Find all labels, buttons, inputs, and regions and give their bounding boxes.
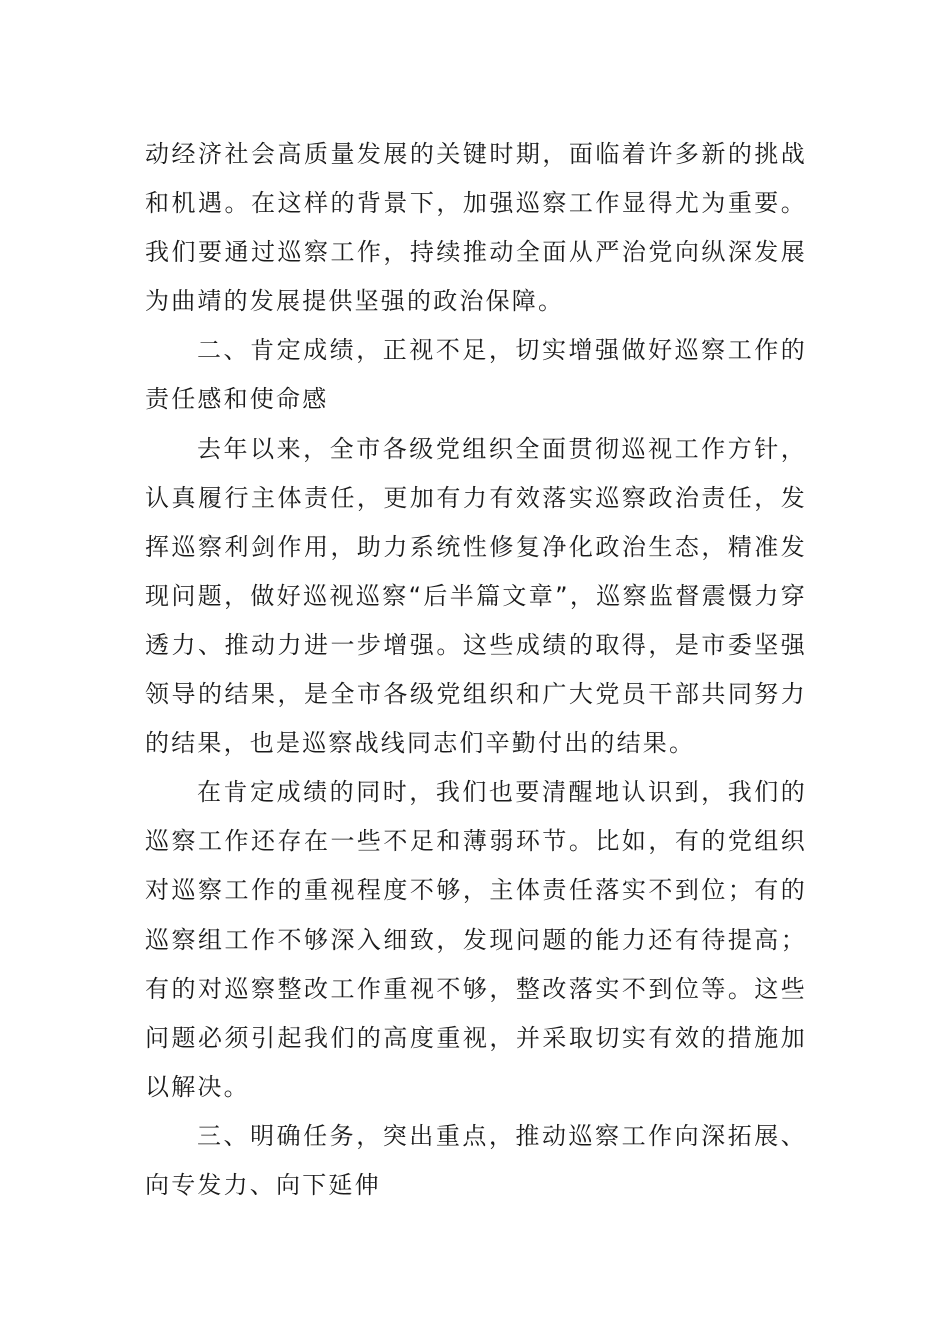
section-heading-two: 二、肯定成绩，正视不足，切实增强做好巡察工作的责任感和使命感 xyxy=(145,336,807,414)
section-heading-three: 三、明确任务，突出重点，推动巡察工作向深拓展、向专发力、向下延伸 xyxy=(145,1121,807,1199)
paragraph-shortcomings: 在肯定成绩的同时，我们也要清醒地认识到，我们的巡察工作还存在一些不足和薄弱环节。比如，有的党组织对巡察工作的重视程度不够，主体责任落实不到位；有的巡察组工作不够深入细致，发现问题的能力还有待提高；有的对巡察整改工作重视不够，整改落实不到位等。这些问题必须引起我们的高度重视，并采取切实有效的措施加以解决。 xyxy=(145,778,807,1101)
paragraph-continuation: 动经济社会高质量发展的关键时期，面临着许多新的挑战和机遇。在这样的背景下，加强巡察工作显得尤为重要。我们要通过巡察工作，持续推动全面从严治党向纵深发展为曲靖的发展提供坚强的政治保障。 xyxy=(145,140,807,316)
document-body xyxy=(145,130,807,1210)
paragraph-achievements: 去年以来，全市各级党组织全面贯彻巡视工作方针，认真履行主体责任，更加有力有效落实巡察政治责任，发挥巡察利剑作用，助力系统性修复净化政治生态，精准发现问题，做好巡视巡察“后半篇文章”，巡察监督震慑力穿透力、推动力进一步增强。这些成绩的取得，是市委坚强领导的结果，是全市各级党组织和广大党员干部共同努力的结果，也是巡察战线同志们辛勤付出的结果。 xyxy=(145,434,807,758)
